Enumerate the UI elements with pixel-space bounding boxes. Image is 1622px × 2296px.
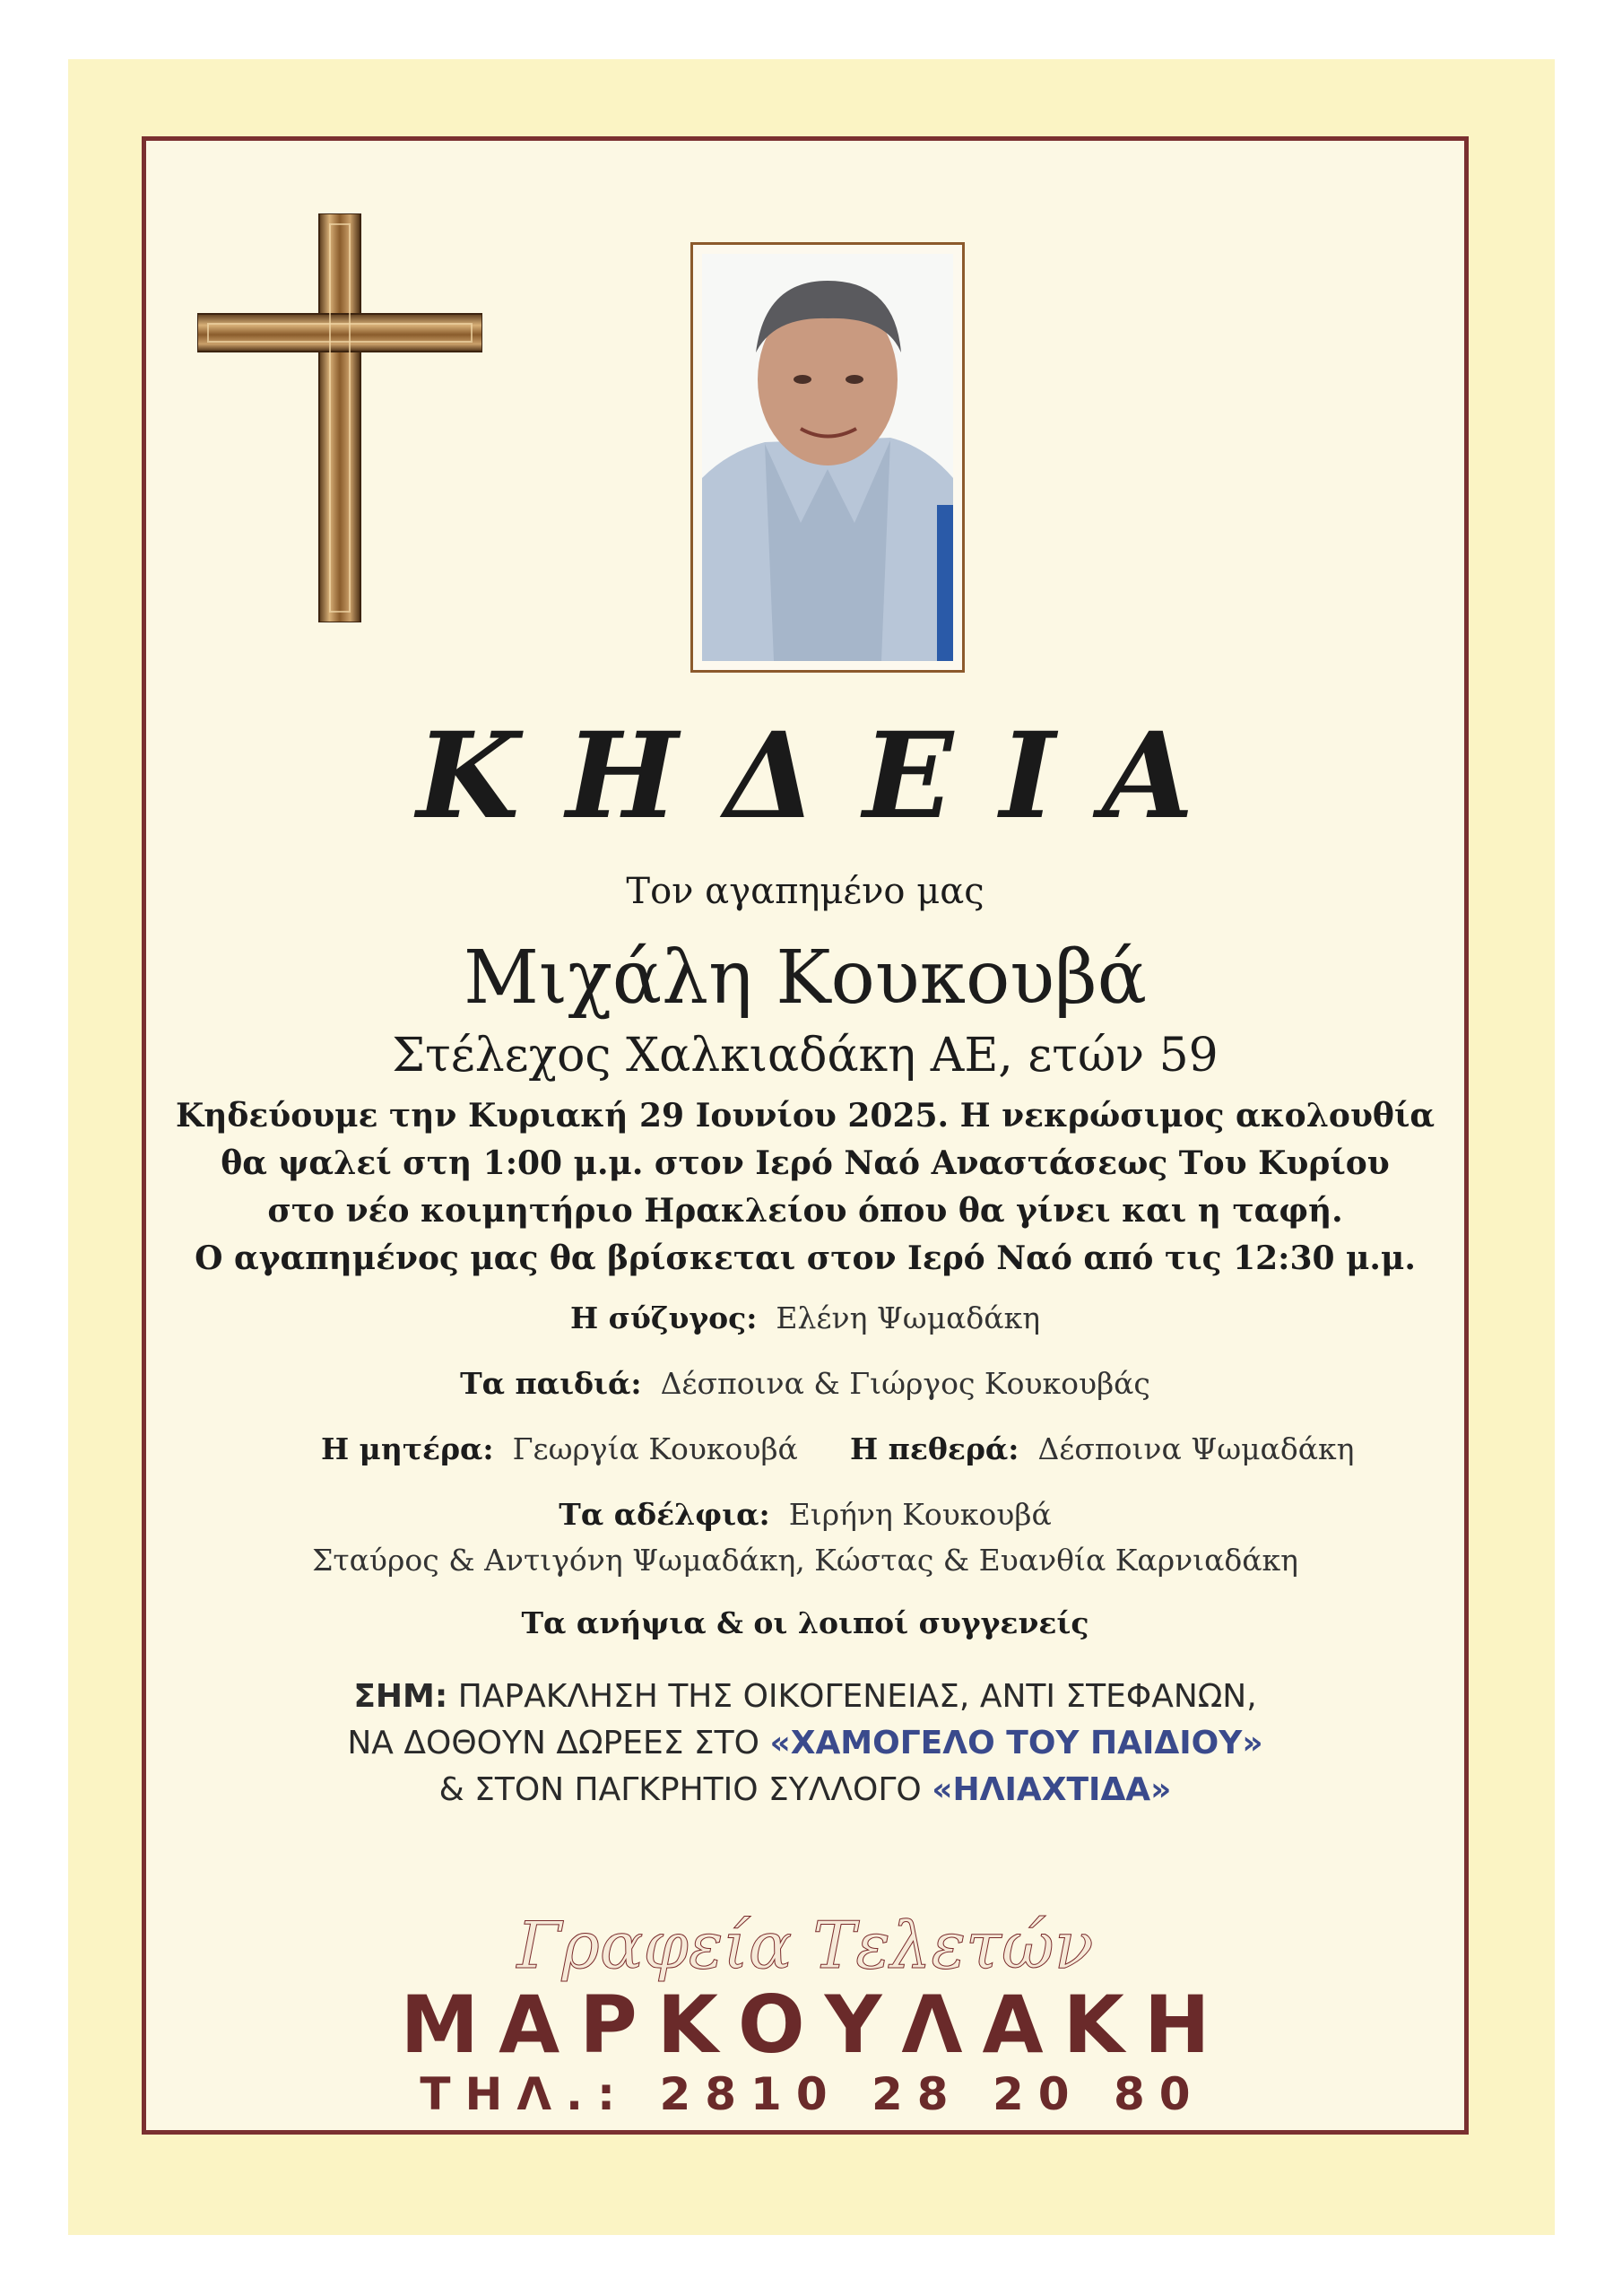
ceremony-details [142, 1092, 1469, 1283]
note-text: & ΣΤΟΝ ΠΑΓΚΡΗΤΙΟ ΣΥΛΛΟΓΟ [438, 1771, 922, 1809]
charity-name: «ΗΛΙΑΧΤΙΔΑ» [932, 1771, 1172, 1809]
family-spouse [142, 1300, 1469, 1336]
others-line: Τα ανήψια & οι λοιποί συγγενείς [521, 1605, 1089, 1640]
spouse-label: Η σύζυγος: [570, 1300, 758, 1335]
mother-in-law-name: Δέσποινα Ψωμαδάκη [1037, 1431, 1355, 1466]
siblings-label: Τα αδέλφια: [559, 1497, 770, 1532]
deceased-role: Στέλεχος Χαλκιαδάκη ΑΕ, ετών 59 [392, 1029, 1219, 1083]
note-text: ΝΑ ΔΟΘΟΥΝ ΔΩΡΕΕΣ ΣΤΟ [347, 1725, 759, 1762]
deceased-name: Μιχάλη Κουκουβά [463, 935, 1148, 1021]
intro-line: Τον αγαπημένο μας [626, 871, 984, 912]
family-siblings-line2 [142, 1543, 1469, 1578]
portrait-photo-frame [690, 242, 965, 673]
family-children [142, 1366, 1469, 1402]
family-siblings [142, 1497, 1469, 1533]
funeral-home-name: ΜΑΡΚΟΥΛΑΚΗ [400, 1979, 1230, 2071]
note-label: ΣΗΜ: [353, 1678, 448, 1715]
mother-name: Γεωργία Κουκουβά [512, 1431, 798, 1466]
mother-in-law-label: Η πεθερά: [850, 1431, 1019, 1466]
details-line: Ο αγαπημένος μας θα βρίσκεται στον Ιερό Ναό από τις 12:30 μ.μ. [195, 1239, 1416, 1277]
children-names: Δέσποινα & Γιώργος Κουκουβάς [660, 1366, 1150, 1401]
family-mother-in-law [850, 1431, 1354, 1467]
note-text: ΠΑΡΑΚΛΗΣΗ ΤΗΣ ΟΙΚΟΓΕΝΕΙΑΣ, ΑΝΤΙ ΣΤΕΦΑΝΩΝ, [457, 1678, 1257, 1715]
spouse-name: Ελένη Ψωμαδάκη [776, 1300, 1040, 1335]
details-line: Κηδεύουμε την Κυριακή 29 Ιουνίου 2025. Η νεκρώσιμος ακολουθία [175, 1097, 1436, 1135]
portrait-photo [702, 254, 953, 661]
siblings-names-2: Σταύρος & Αντιγόνη Ψωμαδάκη, Κώστας & Ευανθία Καρνιαδάκη [312, 1543, 1298, 1578]
cross-icon [197, 213, 482, 622]
details-line: στο νέο κοιμητήριο Ηρακλείου όπου θα γίνει και η ταφή. [267, 1191, 1343, 1230]
charity-name: «ΧΑΜΟΓΕΛΟ ΤΟΥ ΠΑΙΔΙΟΥ» [769, 1725, 1263, 1762]
mother-label: Η μητέρα: [321, 1431, 494, 1466]
children-label: Τα παιδιά: [460, 1366, 642, 1401]
family-mother [321, 1431, 798, 1467]
funeral-home-title: Γραφεία Τελετών [516, 1908, 1094, 1983]
note-line [142, 1767, 1469, 1813]
page-title: ΚΗΔΕΙΑ [416, 707, 1241, 846]
family-others [142, 1605, 1469, 1641]
note-line [142, 1720, 1469, 1767]
donation-note [142, 1674, 1469, 1814]
details-line: θα ψαλεί στη 1:00 μ.μ. στον Ιερό Ναό Αναστάσεως Του Κυρίου [221, 1144, 1390, 1182]
funeral-home-phone: ΤΗΛ.: 2810 28 20 80 [420, 2068, 1205, 2120]
siblings-names: Ειρήνη Κουκουβά [788, 1497, 1052, 1532]
note-line [142, 1674, 1469, 1720]
